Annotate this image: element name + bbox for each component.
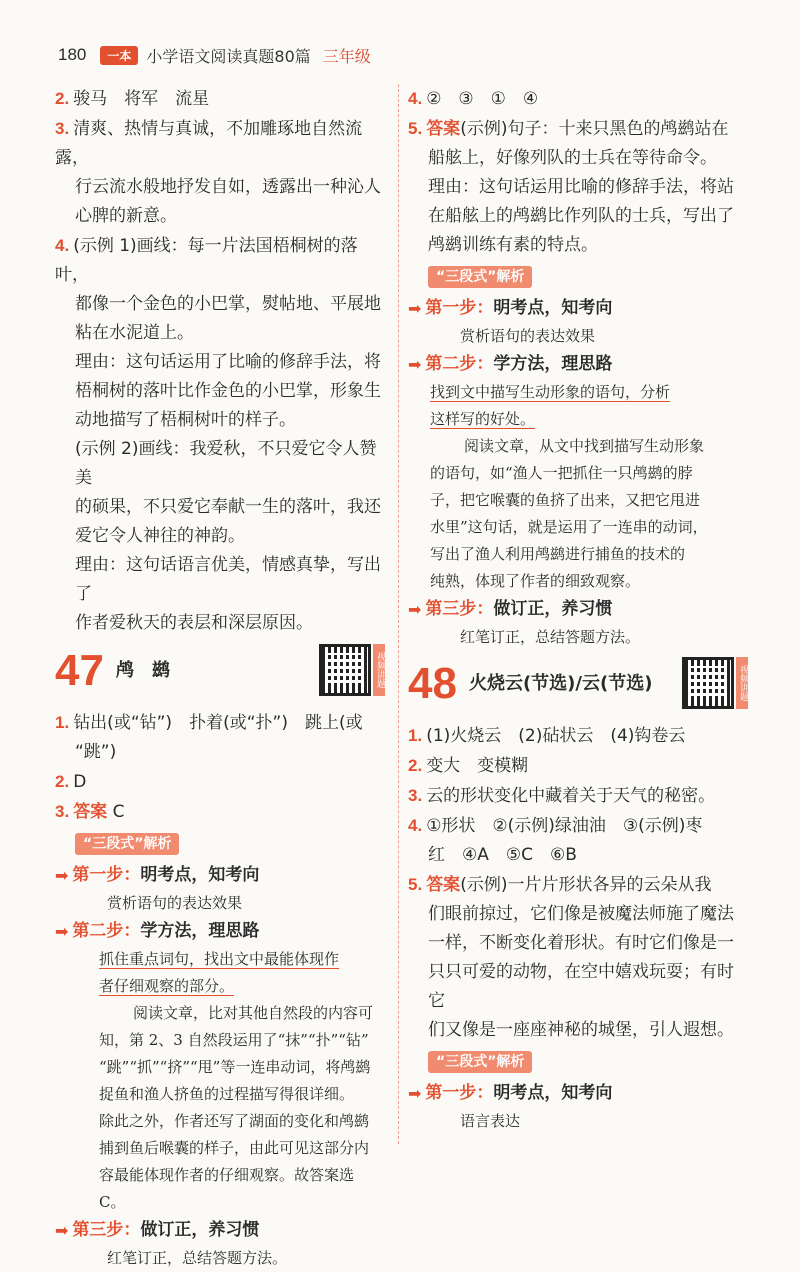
step-2-para: 水里”这句话，就是运用了一连串的动词， bbox=[430, 518, 708, 536]
answer-4-line: 作者爱秋天的表层和深层原因。 bbox=[75, 613, 313, 633]
section-title: 火烧云(节选)/云(节选) bbox=[468, 672, 653, 694]
section-47-header bbox=[55, 642, 385, 698]
section-number: 48 bbox=[408, 658, 457, 708]
answer-3: 3. 答案 C bbox=[55, 802, 125, 822]
step-2-para: “跳”“抓”“挤”“甩”等一连串动词，将鸬鹚 bbox=[99, 1058, 371, 1076]
answer-4-line: (示例 2)画线：我爱秋，不只爱它令人赞美 bbox=[75, 439, 377, 488]
step-3-body: 红笔订正，总结答题方法。 bbox=[107, 1249, 288, 1267]
section-48-header bbox=[408, 655, 748, 711]
step-3: ➡ 第三步： 做订正，养习惯 bbox=[408, 595, 748, 624]
analysis-tag: “三段式”解析 bbox=[428, 1051, 532, 1073]
answer-1: 1. 钻出(或“钻”) 扑着(或“扑”) 跳上(或 bbox=[55, 713, 363, 733]
answer-4-line: 动地描写了梧桐树叶的样子。 bbox=[75, 410, 296, 430]
answer-4-line: 都像一个金色的小巴掌，熨帖地、平展地 bbox=[75, 294, 381, 314]
arrow-icon: ➡ bbox=[408, 355, 422, 374]
answer-4-line: 爱它令人神往的神韵。 bbox=[75, 526, 245, 546]
analysis-tag: “三段式”解析 bbox=[428, 266, 532, 288]
answer-3: 3. 清爽、热情与真诚，不加雕琢地自然流露， bbox=[55, 119, 363, 168]
step-3-body: 红笔订正，总结答题方法。 bbox=[460, 628, 641, 646]
arrow-icon: ➡ bbox=[55, 922, 69, 941]
video-tag: 视频讲题 bbox=[373, 644, 385, 696]
qr-code-icon[interactable] bbox=[682, 657, 734, 709]
step-2-focus: 抓住重点词句，找出文中最能体现作 bbox=[99, 950, 340, 968]
grade-label: 三年级 bbox=[322, 46, 371, 66]
section-number: 47 bbox=[55, 645, 104, 695]
page-number: 180 bbox=[58, 45, 87, 64]
video-tag: 视频讲题 bbox=[736, 657, 748, 709]
analysis-tag: “三段式”解析 bbox=[75, 833, 179, 855]
answer-4: 4. ② ③ ① ④ bbox=[408, 89, 539, 109]
step-2-para: 容最能体现作者的仔细观察。故答案选 C。 bbox=[99, 1166, 355, 1211]
section-title: 鸬 鹚 bbox=[115, 659, 170, 681]
step-1-body: 语言表达 bbox=[460, 1112, 521, 1130]
step-1: ➡ 第一步： 明考点，知考向 bbox=[408, 294, 748, 323]
answer-4-line: 粘在水泥道上。 bbox=[75, 323, 194, 343]
column-divider bbox=[398, 84, 400, 1144]
answer-4-line: 理由：这句话运用了比喻的修辞手法，将 bbox=[75, 352, 381, 372]
answer-1-line: “跳”) bbox=[75, 742, 117, 762]
answer-5-line: 一样，不断变化着形状。有时它们像是一 bbox=[428, 933, 734, 953]
step-2-para: 子，把它喉囊的鱼挤了出来，又把它甩进 bbox=[430, 491, 701, 509]
answer-4: 4. ①形状 ②(示例)绿油油 ③(示例)枣 bbox=[408, 816, 703, 836]
step-2: ➡ 第二步： 学方法，理思路 bbox=[408, 350, 748, 379]
answer-4-line: 理由：这句话语言优美，情感真挚，写出了 bbox=[75, 555, 381, 604]
book-title: 小学语文阅读真题80篇 bbox=[146, 46, 311, 66]
answer-3-line: 心脾的新意。 bbox=[75, 206, 177, 226]
arrow-icon: ➡ bbox=[408, 299, 422, 318]
answer-5: 5. 答案(示例)句子：十来只黑色的鸬鹚站在 bbox=[408, 119, 729, 139]
step-1-body: 赏析语句的表达效果 bbox=[460, 327, 596, 345]
answer-2: 2. 骏马 将军 流星 bbox=[55, 89, 210, 109]
right-column bbox=[408, 84, 748, 1135]
step-2-para: 捕到鱼后喉囊的样子，由此可见这部分内 bbox=[99, 1139, 370, 1157]
step-2-para: 捉鱼和渔人挤鱼的过程描写得很详细。 bbox=[99, 1085, 355, 1103]
answer-5-line: 在船舷上的鸬鹚比作列队的士兵，写出了 bbox=[428, 206, 734, 226]
answer-4-line: 的硕果，不只爱它奉献一生的落叶，我还 bbox=[75, 497, 381, 517]
page-header bbox=[58, 40, 371, 70]
answer-5-line: 船舷上，好像列队的士兵在等待命令。 bbox=[428, 148, 717, 168]
answer-4-line: 红 ④A ⑤C ⑥B bbox=[428, 845, 577, 865]
answer-5-line: 只只可爱的动物，在空中嬉戏玩耍；有时它 bbox=[428, 962, 734, 1011]
brand-badge: 一本 bbox=[100, 46, 138, 65]
answer-3-line: 行云流水般地抒发自如，透露出一种沁人 bbox=[75, 177, 381, 197]
answer-5: 5. 答案(示例)一片片形状各异的云朵从我 bbox=[408, 875, 712, 895]
answer-2: 2. 变大 变模糊 bbox=[408, 756, 529, 776]
step-2: ➡ 第二步： 学方法，理思路 bbox=[55, 917, 385, 946]
answer-2: 2. D bbox=[55, 772, 87, 792]
answer-5-line: 鸬鹚训练有素的特点。 bbox=[428, 235, 598, 255]
step-2-para: 纯熟，体现了作者的细致观察。 bbox=[430, 572, 641, 590]
left-column bbox=[55, 84, 385, 1272]
arrow-icon: ➡ bbox=[408, 1084, 422, 1103]
step-2-para: 写出了渔人利用鸬鹚进行捕鱼的技术的 bbox=[430, 545, 686, 563]
answer-3: 3. 云的形状变化中藏着关于天气的秘密。 bbox=[408, 786, 716, 806]
answer-4-line: 梧桐树的落叶比作金色的小巴掌，形象生 bbox=[75, 381, 381, 401]
answer-5-line: 们眼前掠过，它们像是被魔法师施了魔法 bbox=[428, 904, 734, 924]
step-2-focus: 这样写的好处。 bbox=[430, 410, 536, 428]
arrow-icon: ➡ bbox=[55, 1221, 69, 1240]
step-1: ➡ 第一步： 明考点，知考向 bbox=[408, 1079, 748, 1108]
step-2-focus: 者仔细观察的部分。 bbox=[99, 977, 235, 995]
step-2-para: 阅读文章，从文中找到描写生动形象 bbox=[464, 437, 705, 455]
step-1-body: 赏析语句的表达效果 bbox=[107, 894, 243, 912]
answer-1: 1. (1)火烧云 (2)砧状云 (4)钩卷云 bbox=[408, 726, 686, 746]
step-2-para: 阅读文章，比对其他自然段的内容可 bbox=[133, 1004, 374, 1022]
step-2-focus: 找到文中描写生动形象的语句，分析 bbox=[430, 383, 671, 401]
arrow-icon: ➡ bbox=[408, 600, 422, 619]
answer-5-line: 理由：这句话运用比喻的修辞手法，将站 bbox=[428, 177, 734, 197]
answer-5-line: 们又像是一座座神秘的城堡，引人遐想。 bbox=[428, 1020, 734, 1040]
step-3: ➡ 第三步： 做订正，养习惯 bbox=[55, 1216, 385, 1245]
arrow-icon: ➡ bbox=[55, 866, 69, 885]
qr-code-icon[interactable] bbox=[319, 644, 371, 696]
step-2-para: 知，第 2、3 自然段运用了“抹”“扑”“钻” bbox=[99, 1031, 369, 1049]
step-1: ➡ 第一步： 明考点，知考向 bbox=[55, 861, 385, 890]
step-2-para: 的语句，如“渔人一把抓住一只鸬鹚的脖 bbox=[430, 464, 693, 482]
answer-4: 4. (示例 1)画线：每一片法国梧桐树的落叶， bbox=[55, 236, 358, 285]
step-2-para: 除此之外，作者还写了湖面的变化和鸬鹚 bbox=[99, 1112, 370, 1130]
